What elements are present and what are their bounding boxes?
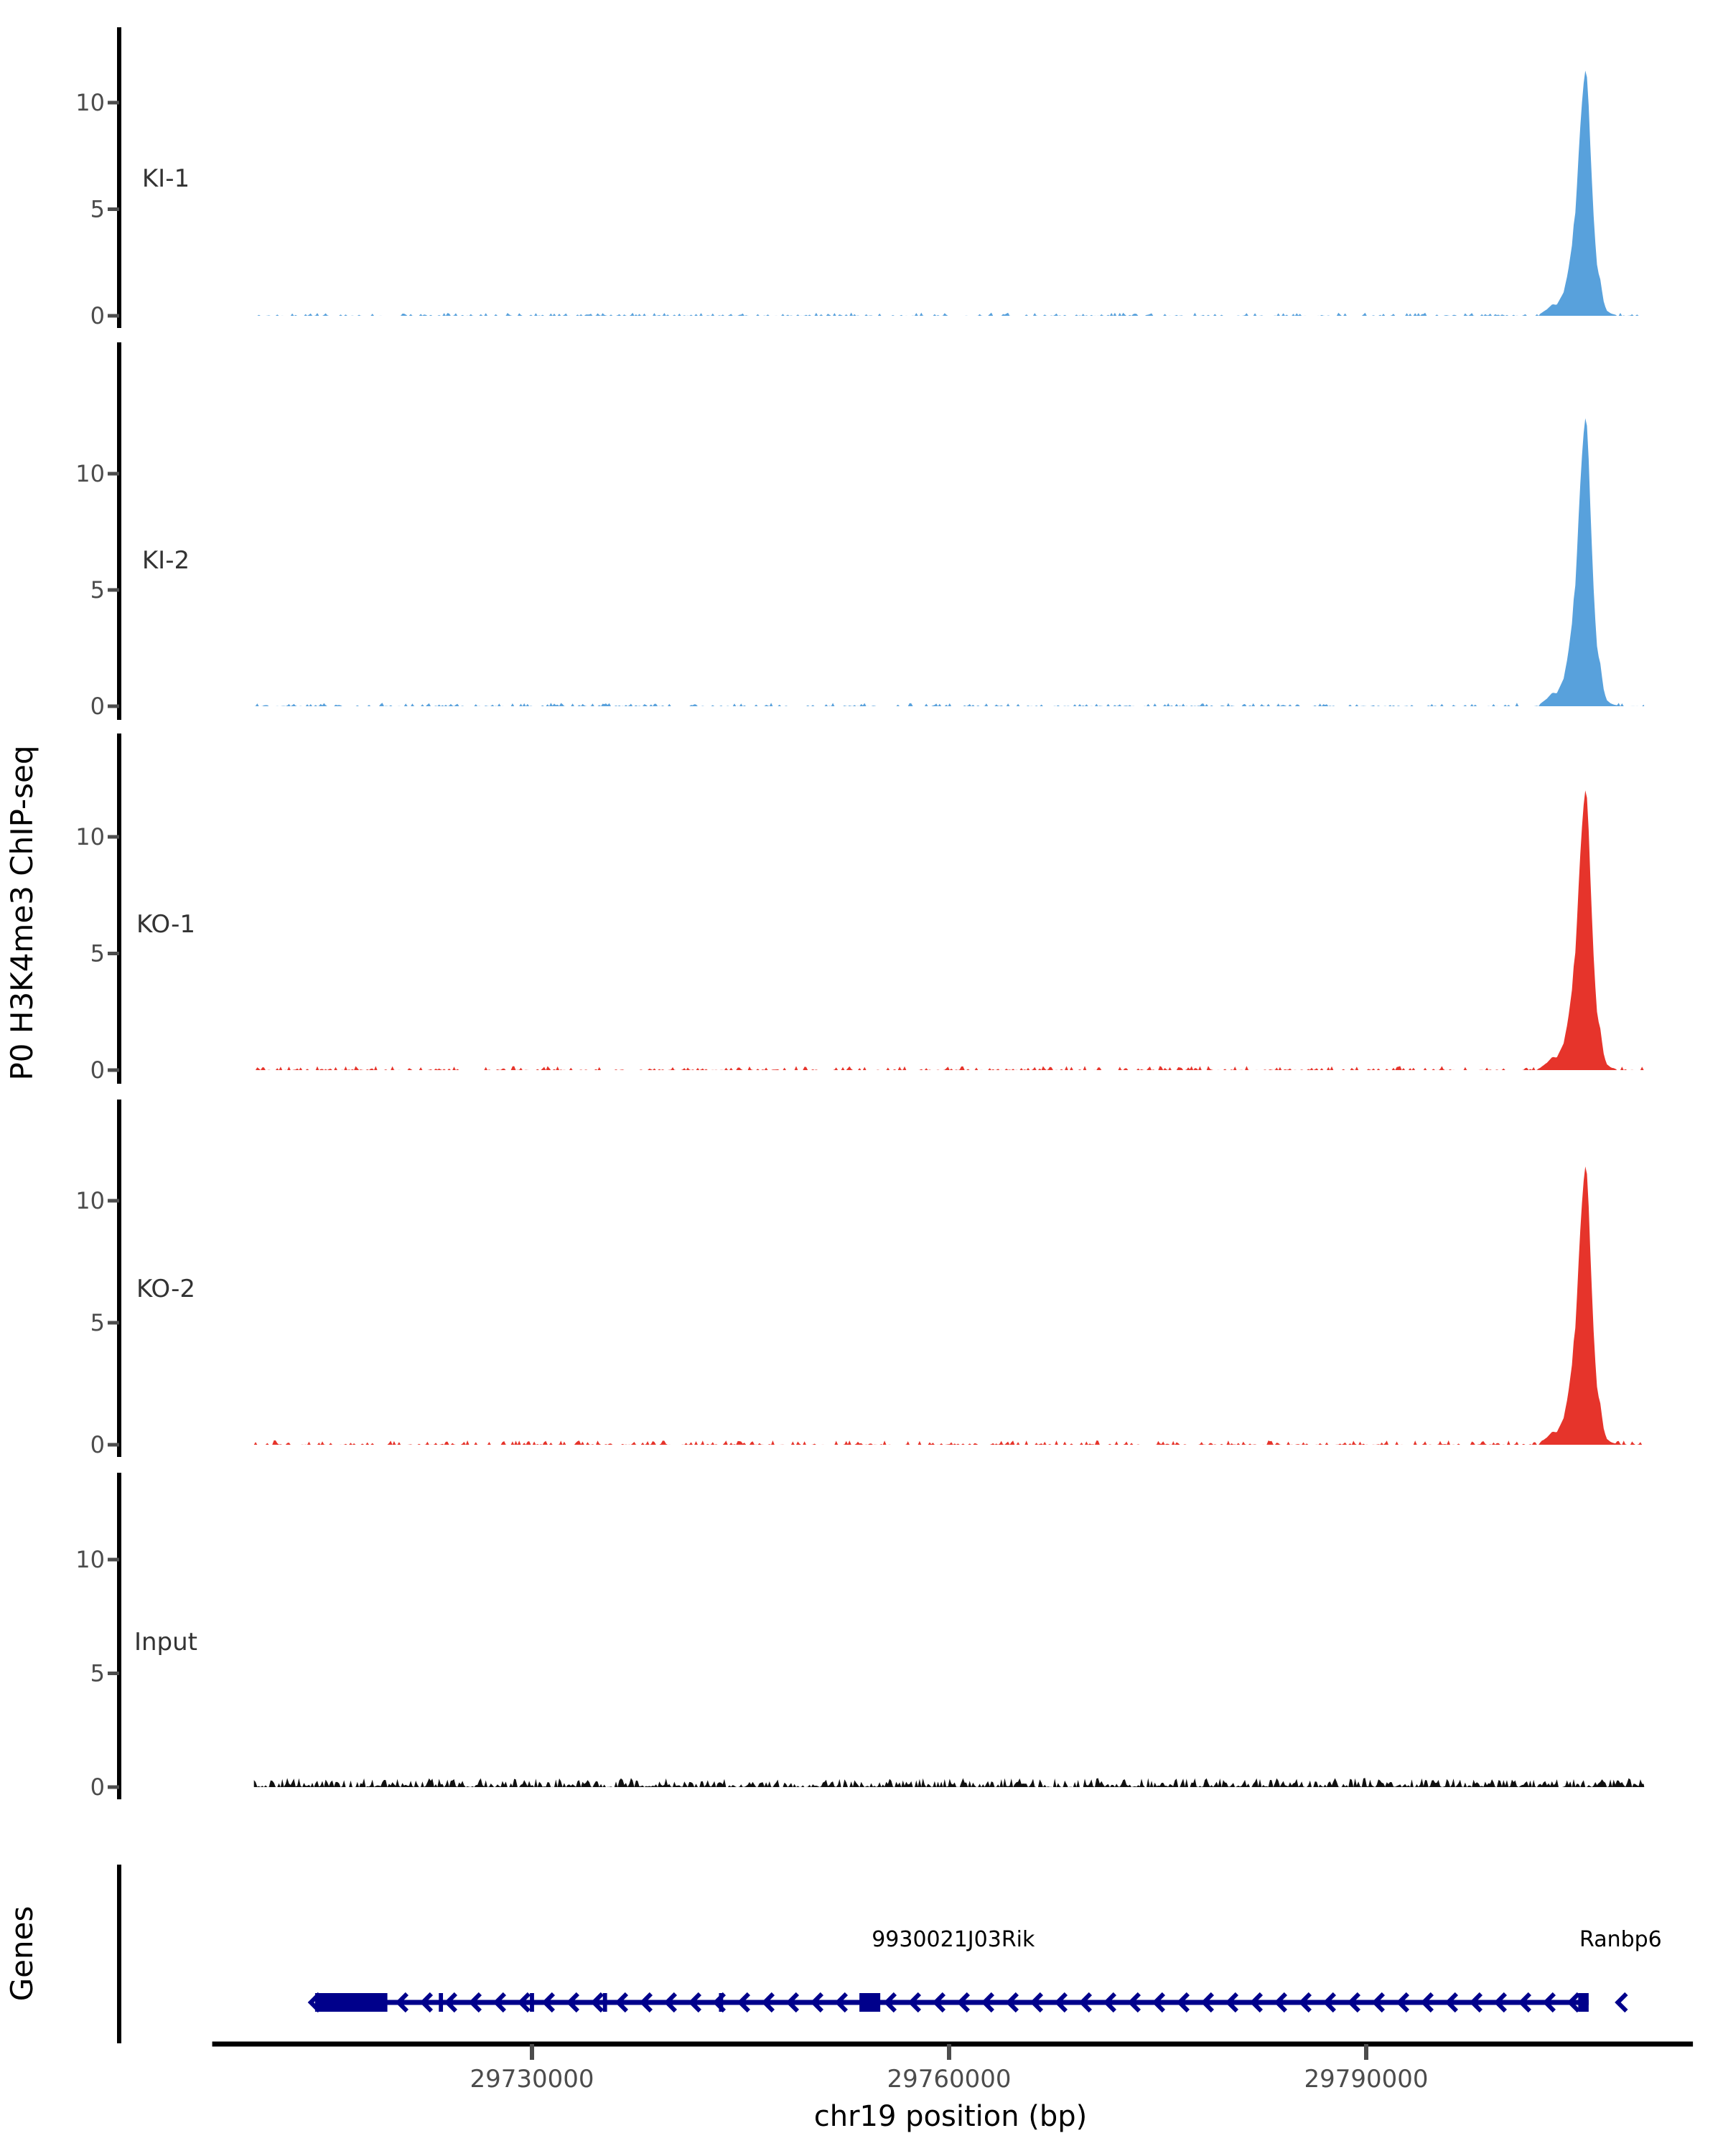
x-tick (1364, 2044, 1368, 2060)
y-tick-label: 0 (90, 1431, 105, 1458)
gene-exon (315, 1993, 388, 2012)
y-axis-line (117, 27, 121, 328)
y-tick (108, 314, 119, 318)
y-tick (108, 1786, 119, 1789)
y-tick-label: 0 (90, 693, 105, 720)
y-axis-line (117, 1100, 121, 1457)
y-tick (108, 101, 119, 105)
y-tick-label: 10 (75, 1546, 105, 1573)
y-tick (108, 1069, 119, 1072)
y-axis-title: P0 H3K4me3 ChIP-seq (4, 745, 39, 1081)
gene-label-9930021J03Rik: 9930021J03Rik (872, 1927, 1035, 1952)
x-axis-title: chr19 position (bp) (813, 2100, 1088, 2133)
signal-tracks-group (75, 27, 1644, 1801)
gene-exon (530, 1993, 534, 2012)
y-tick (108, 835, 119, 839)
y-tick (108, 1558, 119, 1562)
y-axis-line (117, 342, 121, 720)
signal-track-KO-2 (75, 1100, 1644, 1458)
x-axis-group (213, 2042, 1694, 2094)
x-tick (947, 2044, 951, 2060)
x-tick (530, 2044, 534, 2060)
gene-model-Ranbp6 (1579, 1927, 1662, 2011)
gene-exon (603, 1993, 607, 2012)
y-tick-label: 10 (75, 1187, 105, 1214)
y-tick-label: 0 (90, 1056, 105, 1084)
y-tick-label: 0 (90, 302, 105, 329)
y-tick-label: 5 (90, 1309, 105, 1336)
y-tick (108, 589, 119, 592)
signal-area-KO-2 (254, 1166, 1645, 1445)
y-tick-label: 5 (90, 576, 105, 604)
signal-area-KI-1 (254, 70, 1645, 316)
x-tick-label: 29790000 (1304, 2065, 1429, 2094)
y-tick (108, 472, 119, 476)
gene-exon (439, 1993, 443, 2012)
y-tick (108, 705, 119, 708)
signal-track-KI-1 (75, 27, 1644, 329)
gene-label-Ranbp6: Ranbp6 (1579, 1927, 1662, 1952)
gene-model-9930021J03Rik (311, 1927, 1589, 2012)
track-label-Input: Input (134, 1628, 198, 1656)
signal-area-KO-1 (254, 790, 1645, 1070)
track-label-KO-1: KO-1 (136, 910, 196, 939)
genes-axis-line (117, 1865, 121, 2043)
y-tick-label: 5 (90, 195, 105, 223)
x-tick-label: 29760000 (887, 2065, 1012, 2094)
y-tick (108, 1321, 119, 1325)
signal-track-Input (75, 1473, 1644, 1801)
y-tick-label: 5 (90, 1659, 105, 1687)
gene-strand-marker-icon (1617, 1994, 1626, 2011)
signal-track-KI-2 (75, 342, 1644, 720)
signal-track-KO-1 (75, 733, 1644, 1084)
track-label-KI-1: KI-1 (141, 164, 190, 193)
y-axis-line (117, 733, 121, 1084)
track-label-KO-2: KO-2 (136, 1275, 196, 1303)
y-tick-label: 5 (90, 939, 105, 967)
y-tick-label: 10 (75, 460, 105, 487)
y-tick (108, 207, 119, 211)
y-tick (108, 1672, 119, 1675)
x-axis-line (213, 2042, 1694, 2047)
x-tick-label: 29730000 (470, 2065, 594, 2094)
signal-area-KI-2 (254, 418, 1645, 706)
genes-axis-title: Genes (4, 1906, 39, 2002)
y-tick (108, 952, 119, 955)
y-tick-label: 0 (90, 1773, 105, 1801)
gene-exon (859, 1993, 880, 2012)
y-axis-line (117, 1473, 121, 1799)
track-label-KI-2: KI-2 (141, 546, 190, 575)
y-tick-label: 10 (75, 89, 105, 116)
gene-exon (1578, 1993, 1589, 2012)
y-tick-label: 10 (75, 823, 105, 850)
y-tick (108, 1443, 119, 1447)
genes-track-group (117, 1865, 1662, 2043)
y-tick (108, 1199, 119, 1203)
signal-area-Input (254, 1778, 1645, 1787)
